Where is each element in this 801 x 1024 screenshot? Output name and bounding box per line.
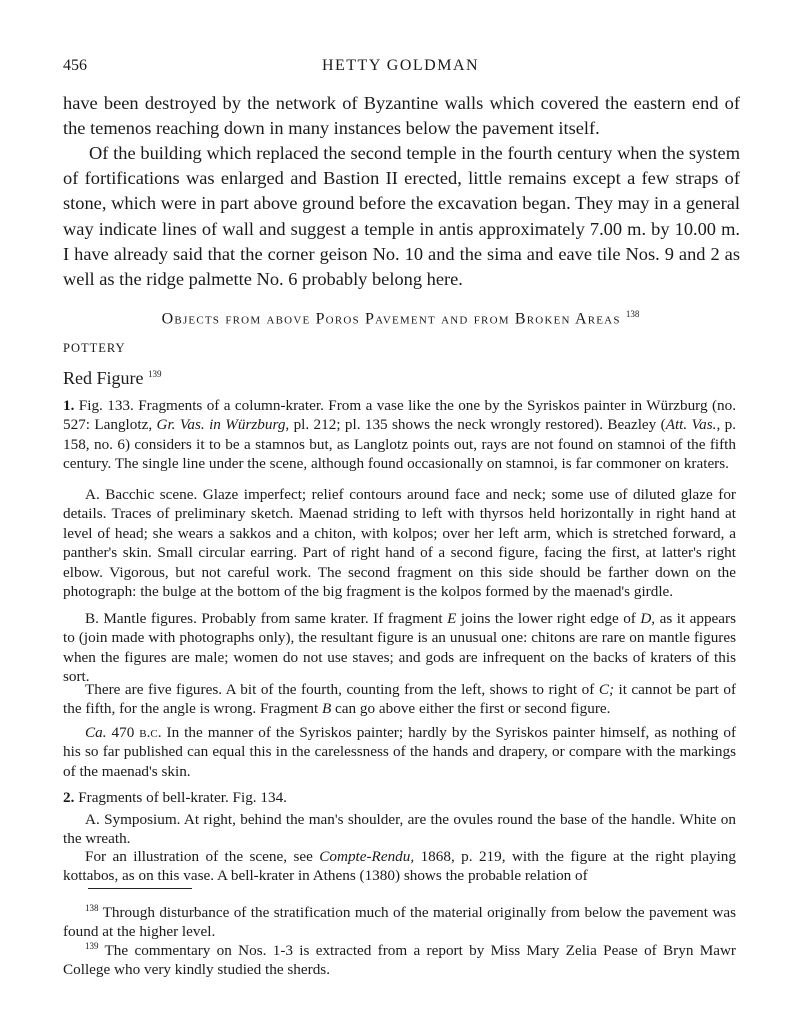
category-title: Red Figure <box>63 368 144 388</box>
entry-2-side-a: A. Symposium. At right, behind the man's shoulder, are the ovules round the base of the handle. White on the wreath. <box>63 811 736 848</box>
entry-2-illustration: For an illustration of the scene, see Compte-Rendu, 1868, p. 219, with the figure at the right playing kottabos, as on this vase. A bell-krater in Athens (1380) shows the probable relation of <box>63 848 736 885</box>
entry-number: 1. <box>63 397 75 414</box>
entry-1-side-b: B. Mantle figures. Probably from same krater. If fragment E joins the lower right edge of D, as it appears to (join made with photographs only), the resultant figure is an unusual one: chitons are rare on mantle figures when the figures are male; women do not use staves; and gods are infrequent on the backs of kraters of this sort. <box>63 610 736 686</box>
section-heading <box>0 309 801 328</box>
footnote-rule <box>88 888 192 889</box>
entry-1-dating: Ca. 470 b.c. In the manner of the Syriskos painter; hardly by the Syriskos painter himself, as nothing of his so far published can equal this in the carelessness of the hands and drapery, or compare with the markings of the maenad's skin. <box>63 724 737 780</box>
entry-number: 2. <box>63 789 75 806</box>
entry-1-figures: There are five figures. A bit of the fourth, counting from the left, shows to right of C; it cannot be part of the fifth, for the angle is wrong. Fragment B can go above either the first or second figure. <box>63 681 737 718</box>
footnote-138: $^{138}$ Through disturbance of the stratification much of the material originally from below the pavement was found at the higher level. <box>63 903 736 941</box>
footnote-ref-139: 139 <box>148 369 162 379</box>
subheading-pottery: POTTERY <box>63 341 126 355</box>
footnote-139: $^{139}$ The commentary on Nos. 1-3 is extracted from a report by Miss Mary Zelia Pease of Bryn Mawr College who very kindly studied the sherds. <box>63 941 736 979</box>
entry-1-side-a: A. Bacchic scene. Glaze imperfect; relief contours around face and neck; some use of diluted glaze for details. Traces of preliminary sketch. Maenad striding to left with thyrsos held horizontally in right hand at level of head; she wears a sakkos and a chiton, with kolpos; over her left arm, which is stretched forward, a panther's skin. Small circular earring. Part of right hand of a second figure, facing the first, at latter's right elbow. Vigorous, but not careful work. The second fragment on this side should be farther down on the photograph: the bulge at the bottom of the big fragment is the kolpos formed by the maenad's girdle. <box>63 486 736 601</box>
category-heading <box>63 368 162 389</box>
page-number: 456 <box>63 57 87 74</box>
entry-2-intro: 2. Fragments of bell-krater. Fig. 134. <box>63 789 287 806</box>
paragraph-building: Of the building which replaced the second temple in the fourth century when the system of fortifications was enlarged and Bastion II erected, little remains except a few straps of stone, which were in part above ground before the excavation began. They may in a general way indicate lines of wall and suggest a temple in antis approximately 7.00 m. by 10.00 m. I have already said that the corner geison No. 10 and the sima and eave tile Nos. 9 and 2 as well as the ridge palmette No. 6 probably belong here. <box>63 143 740 290</box>
paragraph-continuation: have been destroyed by the network of Byzantine walls which covered the eastern end of the temenos reaching down in many instances below the pavement itself. <box>63 93 740 139</box>
section-heading-text: Objects from above Poros Pavement and from Broken Areas <box>161 310 621 328</box>
entry-1-intro: 1. Fig. 133. Fragments of a column-krater. From a vase like the one by the Syriskos painter in Würzburg (no. 527: Langlotz, Gr. Vas. in Würzburg, pl. 212; pl. 135 shows the neck wrongly restored). Beazley (Att. Vas., p. 158, no. 6) considers it to be a stamnos but, as Langlotz points out, rays are not found on stamnoi of the fifth century. The single line under the scene, although found occasionally on stamnoi, is far commoner on kraters. <box>63 397 736 473</box>
footnote-ref-138: 138 <box>625 309 640 319</box>
running-title: HETTY GOLDMAN <box>321 57 480 74</box>
